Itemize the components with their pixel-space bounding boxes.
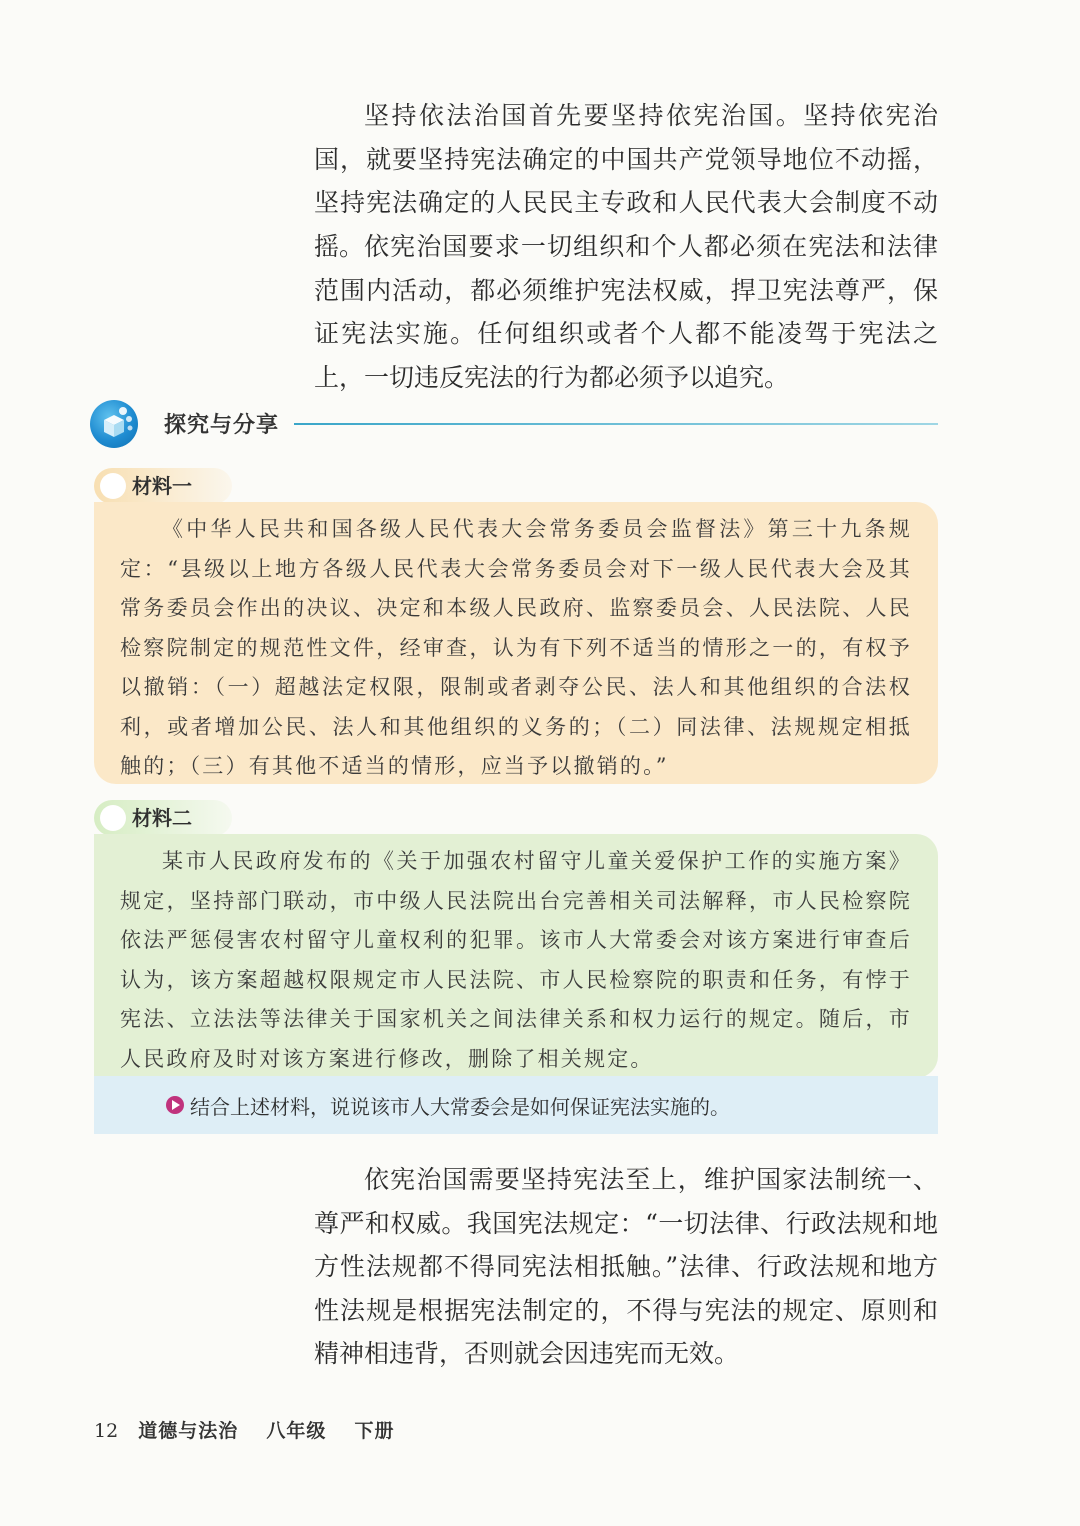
material-2-text: 某市人民政府发布的《关于加强农村留守儿童关爱保护工作的实施方案》规定，坚持部门联动，市中级人民法院出台完善相关司法解释，市人民检察院依法严惩侵害农村留守儿童权利的犯罪。该市人大常委会对该方案进行审查后认为，该方案超越权限规定市人民法院、市人民检察院的职责和任务，有悖于宪法、立法法等法律关于国家机关之间法律关系和权力运行的规定。随后，市人民政府及时对该方案进行修改，删除了相关规定。 <box>94 834 938 1078</box>
body-paragraph-2: 依宪治国要求一切组织和个人都必须在宪法和法律范围内活动，都必须维护宪法权威，捍卫宪法尊严，保证宪法实施。任何组织或者个人都不能凌驾于宪法之上，一切违反宪法的行为都必须予以追究。 <box>314 232 938 392</box>
material-1-label: 材料一 <box>132 474 192 498</box>
page-number: 12 <box>94 1420 119 1442</box>
book-grade: 八年级 <box>266 1420 327 1442</box>
section-divider <box>294 423 938 425</box>
question-band <box>94 1076 938 1134</box>
material-2-tag <box>94 800 232 836</box>
material-1-text: 《中华人民共和国各级人民代表大会常务委员会监督法》第三十九条规定：“县级以上地方各级人民代表大会常务委员会对下一级人民代表大会及其常务委员会作出的决议、决定和本级人民政府、监察委员会、人民法院、人民检察院制定的规范性文件，经审查，认为有下列不适当的情形之一的，有权予以撤销：（一）超越法定权限，限制或者剥夺公民、法人和其他组织的合法权利，或者增加公民、法人和其他组织的义务的；（二）同法律、法规规定相抵触的；（三）有其他不适当的情形，应当予以撤销的。” <box>94 502 938 784</box>
body-paragraph-3: 依宪治国需要坚持宪法至上，维护国家法制统一、尊严和权威。我国宪法规定：“一切法律、行政法规和地方性法规都不得同宪法相抵触。”法律、行政法规和地方性法规是根据宪法制定的，不得与宪法的规定、原则和精神相违背，否则就会因违宪而无效。 <box>314 1165 938 1368</box>
page-footer <box>94 1416 394 1443</box>
section-title: 探究与分享 <box>164 413 280 438</box>
book-subject: 道德与法治 <box>138 1420 239 1442</box>
body-paragraph-1: 坚持依法治国首先要坚持依宪治国。坚持依宪治国，就要坚持宪法确定的中国共产党领导地位不动摇，坚持宪法确定的人民民主专政和人民代表大会制度不动摇。 <box>314 101 938 261</box>
cube-icon <box>90 400 138 448</box>
section-header <box>88 398 938 450</box>
book-volume: 下册 <box>354 1420 395 1442</box>
tag-dot-icon <box>100 805 126 831</box>
play-icon <box>166 1096 184 1114</box>
tag-dot-icon <box>100 473 126 499</box>
material-2-label: 材料二 <box>132 806 192 830</box>
question-text: 结合上述材料，说说该市人大常委会是如何保证宪法实施的。 <box>190 1095 730 1119</box>
material-1-tag <box>94 468 232 504</box>
